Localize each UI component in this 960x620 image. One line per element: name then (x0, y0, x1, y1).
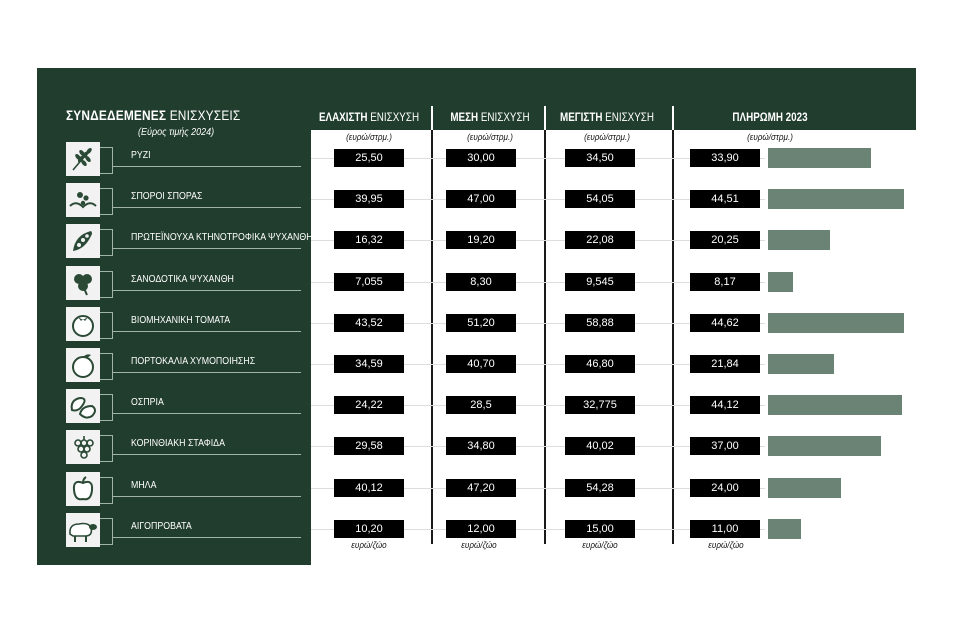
row-label-underline (112, 372, 301, 373)
payment-bar (768, 230, 830, 250)
sheep-icon (66, 513, 100, 547)
payment-bar (768, 395, 902, 415)
value-box: 25,50 (334, 149, 404, 167)
column-separator (431, 106, 433, 544)
row-label-underline (112, 413, 301, 414)
value-box: 12,00 (446, 520, 516, 538)
value-box: 47,00 (446, 190, 516, 208)
value-box: 11,00 (690, 520, 760, 538)
value-box: 8,30 (446, 273, 516, 291)
payment-bar (768, 354, 834, 374)
value-box: 43,52 (334, 314, 404, 332)
row-bracket (100, 271, 113, 298)
column-header-bold: ΜΕΣΗ (450, 110, 479, 124)
value-box: 47,20 (446, 479, 516, 497)
value-box: 54,28 (565, 479, 635, 497)
category-label: ΚΟΡΙΝΘΙΑΚΗ ΣΤΑΦΙΔΑ (131, 438, 225, 450)
orange-icon (66, 348, 100, 382)
value-box: 40,70 (446, 355, 516, 373)
value-box: 34,59 (334, 355, 404, 373)
value-box: 8,17 (690, 273, 760, 291)
value-box: 40,02 (565, 437, 635, 455)
payment-bar (768, 189, 904, 209)
row-label-underline (112, 537, 301, 538)
value-box: 30,00 (446, 149, 516, 167)
column-header-rest: ΕΝΙΣΧΥΣΗ (480, 110, 530, 124)
column-header-payment (732, 110, 807, 124)
beans-icon (66, 389, 100, 423)
value-box: 24,22 (334, 396, 404, 414)
unit-label-max: (ευρώ/στρμ.) (584, 132, 630, 142)
column-header-max (560, 110, 654, 124)
value-box: 54,05 (565, 190, 635, 208)
payment-bar (768, 148, 871, 168)
category-label: ΣΠΟΡΟΙ ΣΠΟΡΑΣ (131, 191, 203, 203)
value-box: 22,08 (565, 231, 635, 249)
column-header-bold: ΜΕΓΙΣΤΗ (560, 110, 603, 124)
title-rest: ΕΝΙΣΧΥΣΕΙΣ (169, 107, 241, 123)
value-box: 19,20 (446, 231, 516, 249)
category-label: ΑΙΓΟΠΡΟΒΑΤΑ (131, 520, 192, 532)
column-separator-top (672, 106, 674, 130)
value-box: 44,51 (690, 190, 760, 208)
foot-unit-avg: ευρώ/ζώο (461, 540, 497, 550)
column-header-rest: ΕΝΙΣΧΥΣΗ (370, 110, 420, 124)
apple-icon (66, 472, 100, 506)
value-box: 37,00 (690, 437, 760, 455)
unit-label-min: (ευρώ/στρμ.) (346, 132, 392, 142)
unit-label-avg: (ευρώ/στρμ.) (467, 132, 513, 142)
value-box: 39,95 (334, 190, 404, 208)
row-label-underline (112, 496, 301, 497)
category-label: ΣΑΝΟΔΟΤΙΚΑ ΨΥΧΑΝΘΗ (131, 273, 234, 285)
chart-title (66, 107, 240, 123)
payment-bar (768, 478, 841, 498)
row-label-underline (112, 331, 301, 332)
value-box: 16,32 (334, 231, 404, 249)
category-label: ΠΟΡΤΟΚΑΛΙΑ ΧΥΜΟΠΟΙΗΣΗΣ (131, 356, 256, 367)
wheat-icon (66, 142, 100, 176)
value-box: 21,84 (690, 355, 760, 373)
chart-subtitle: (Εύρος τιμής 2024) (138, 127, 215, 138)
category-label: ΒΙΟΜΗΧΑΝΙΚΗ ΤΟΜΑΤΑ (131, 314, 231, 326)
tomato-icon (66, 307, 100, 341)
row-bracket (100, 477, 113, 504)
value-box: 34,80 (446, 437, 516, 455)
value-box: 32,775 (565, 396, 635, 414)
column-separator-top (544, 106, 546, 130)
title-bold: ΣΥΝΔΕΔΕΜΕΝΕΣ (66, 107, 167, 123)
value-box: 44,62 (690, 314, 760, 332)
row-label-underline (112, 454, 301, 455)
row-bracket (100, 394, 113, 421)
value-box: 28,5 (446, 396, 516, 414)
row-bracket (100, 518, 113, 545)
foot-unit-max: ευρώ/ζώο (582, 540, 618, 550)
value-box: 44,12 (690, 396, 760, 414)
column-header-bold: ΠΛΗΡΩΜΗ 2023 (732, 110, 808, 124)
column-separator (672, 106, 674, 544)
value-box: 20,25 (690, 231, 760, 249)
row-bracket (100, 312, 113, 339)
value-box: 58,88 (565, 314, 635, 332)
row-bracket (100, 353, 113, 380)
payment-bar (768, 519, 801, 539)
value-box: 15,00 (565, 520, 635, 538)
payment-bar (768, 272, 793, 292)
category-label: ΜΗΛΑ (131, 479, 157, 491)
grapes-icon (66, 430, 100, 464)
value-box: 46,80 (565, 355, 635, 373)
category-label: ΡΥΖΙ (131, 150, 151, 161)
value-box: 29,58 (334, 437, 404, 455)
value-box: 9,545 (565, 273, 635, 291)
unit-label-payment: (ευρώ/στρμ.) (747, 132, 793, 142)
column-header-bold: ΕΛΑΧΙΣΤΗ (318, 110, 368, 124)
payment-bar (768, 313, 904, 333)
column-header-avg (450, 110, 529, 124)
pea-pod-icon (66, 224, 100, 258)
column-header-min (319, 110, 419, 124)
column-header-rest: ΕΝΙΣΧΥΣΗ (605, 110, 654, 124)
row-label-underline (112, 166, 301, 167)
column-separator (544, 106, 546, 544)
category-label: ΠΡΩΤΕΪΝΟΥΧΑ ΚΤΗΝΟΤΡΟΦΙΚΑ ΨΥΧΑΝΘΗ (131, 232, 313, 244)
foot-unit-min: ευρώ/ζώο (351, 540, 387, 550)
value-box: 7,055 (334, 273, 404, 291)
row-bracket (100, 147, 113, 174)
value-box: 51,20 (446, 314, 516, 332)
foot-unit-payment: ευρώ/ζώο (708, 540, 744, 550)
column-separator-top (431, 106, 433, 130)
row-label-underline (112, 207, 301, 208)
row-bracket (100, 188, 113, 215)
row-label-underline (112, 290, 301, 291)
payment-bar (768, 436, 881, 456)
value-box: 24,00 (690, 479, 760, 497)
row-label-underline (112, 248, 301, 249)
value-box: 33,90 (690, 149, 760, 167)
row-bracket (100, 435, 113, 462)
category-label: ΟΣΠΡΙΑ (131, 397, 164, 409)
clover-icon (66, 266, 100, 300)
row-bracket (100, 229, 113, 256)
value-box: 10,20 (334, 520, 404, 538)
seeds-icon (66, 183, 100, 217)
value-box: 40,12 (334, 479, 404, 497)
value-box: 34,50 (565, 149, 635, 167)
